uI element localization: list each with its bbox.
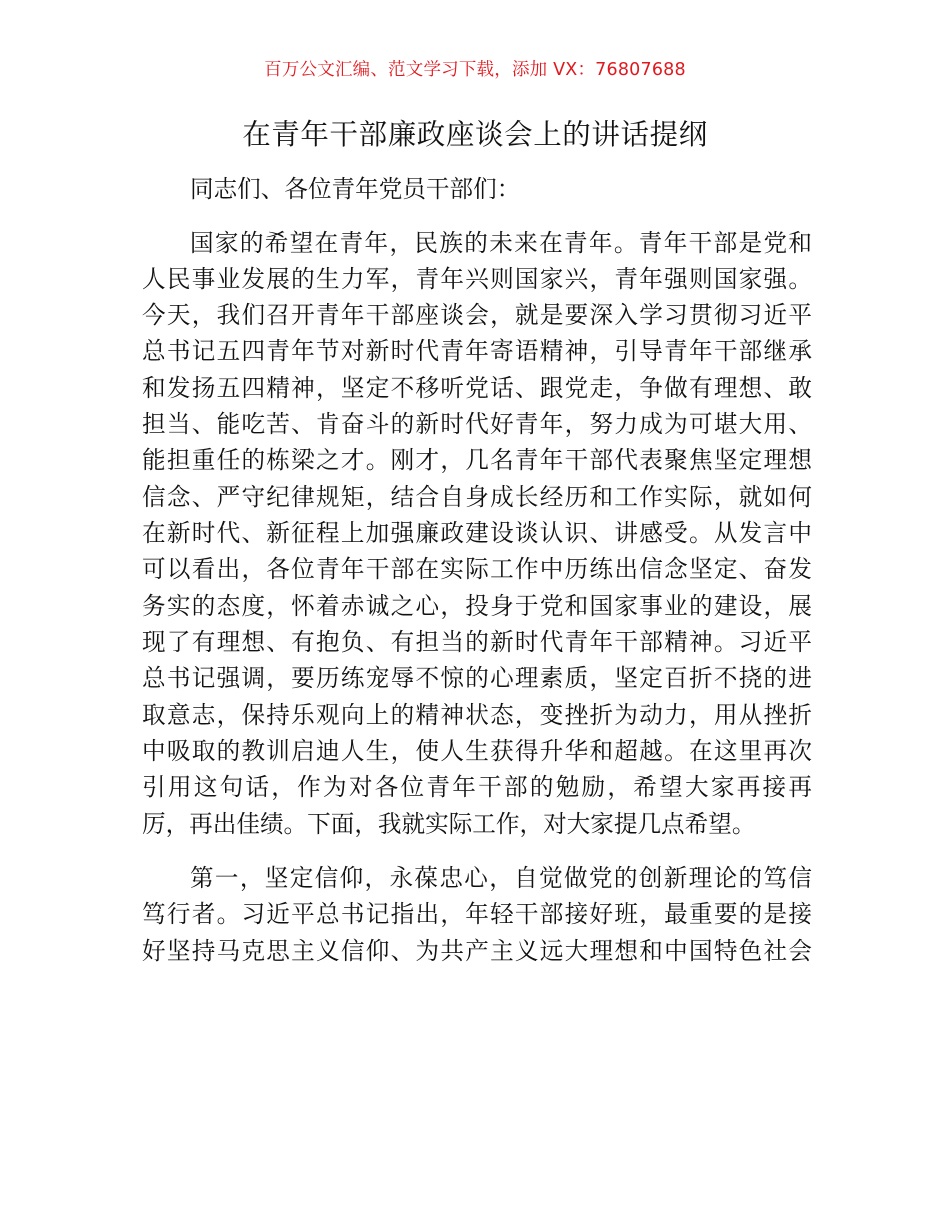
header-banner: 百万公文汇编、范文学习下载，添加 VX：76807688 (264, 60, 686, 80)
paragraph-1-line-14: 取意志，保持乐观向上的精神状态，变挫折为动力，用从挫折 (142, 701, 812, 729)
document-title: 在青年干部廉政座谈会上的讲话提纲 (242, 118, 708, 151)
paragraph-1-line-8: 信念、严守纪律规矩，结合自身成长经历和工作实际，就如何 (142, 483, 812, 511)
paragraph-1-line-5: 和发扬五四精神，坚定不移听党话、跟党走，争做有理想、敢 (142, 374, 812, 402)
paragraph-1-line-17: 厉，再出佳绩。下面，我就实际工作，对大家提几点希望。 (142, 810, 756, 838)
paragraph-2-line-1: 第一，坚定信仰，永葆忠心，自觉做党的创新理论的笃信 (190, 864, 812, 892)
salutation: 同志们、各位青年党员干部们： (190, 175, 521, 203)
paragraph-1-line-13: 总书记强调，要历练宠辱不惊的心理素质，坚定百折不挠的进 (142, 664, 812, 692)
paragraph-1-line-9: 在新时代、新征程上加强廉政建设谈认识、讲感受。从发言中 (142, 519, 812, 547)
paragraph-1-line-4: 总书记五四青年节对新时代青年寄语精神，引导青年干部继承 (142, 337, 812, 365)
paragraph-1-line-10: 可以看出，各位青年干部在实际工作中历练出信念坚定、奋发 (142, 555, 812, 583)
paragraph-1-line-3: 今天，我们召开青年干部座谈会，就是要深入学习贯彻习近平 (142, 301, 812, 329)
paragraph-2-line-3: 好坚持马克思主义信仰、为共产主义远大理想和中国特色社会 (142, 937, 812, 965)
paragraph-1-line-16: 引用这句话，作为对各位青年干部的勉励，希望大家再接再 (142, 773, 812, 801)
paragraph-1-line-15: 中吸取的教训启迪人生，使人生获得升华和超越。在这里再次 (142, 737, 812, 765)
paragraph-2-line-2: 笃行者。习近平总书记指出，年轻干部接好班，最重要的是接 (142, 900, 812, 928)
paragraph-1-line-12: 现了有理想、有抱负、有担当的新时代青年干部精神。习近平 (142, 628, 812, 656)
paragraph-1-line-2: 人民事业发展的生力军，青年兴则国家兴，青年强则国家强。 (142, 265, 812, 293)
paragraph-1-line-11: 务实的态度，怀着赤诚之心，投身于党和国家事业的建设，展 (142, 592, 812, 620)
paragraph-1-line-1: 国家的希望在青年，民族的未来在青年。青年干部是党和 (190, 229, 812, 257)
paragraph-1-line-6: 担当、能吃苦、肯奋斗的新时代好青年，努力成为可堪大用、 (142, 410, 812, 438)
paragraph-1-line-7: 能担重任的栋梁之才。刚才，几名青年干部代表聚焦坚定理想 (142, 446, 812, 474)
